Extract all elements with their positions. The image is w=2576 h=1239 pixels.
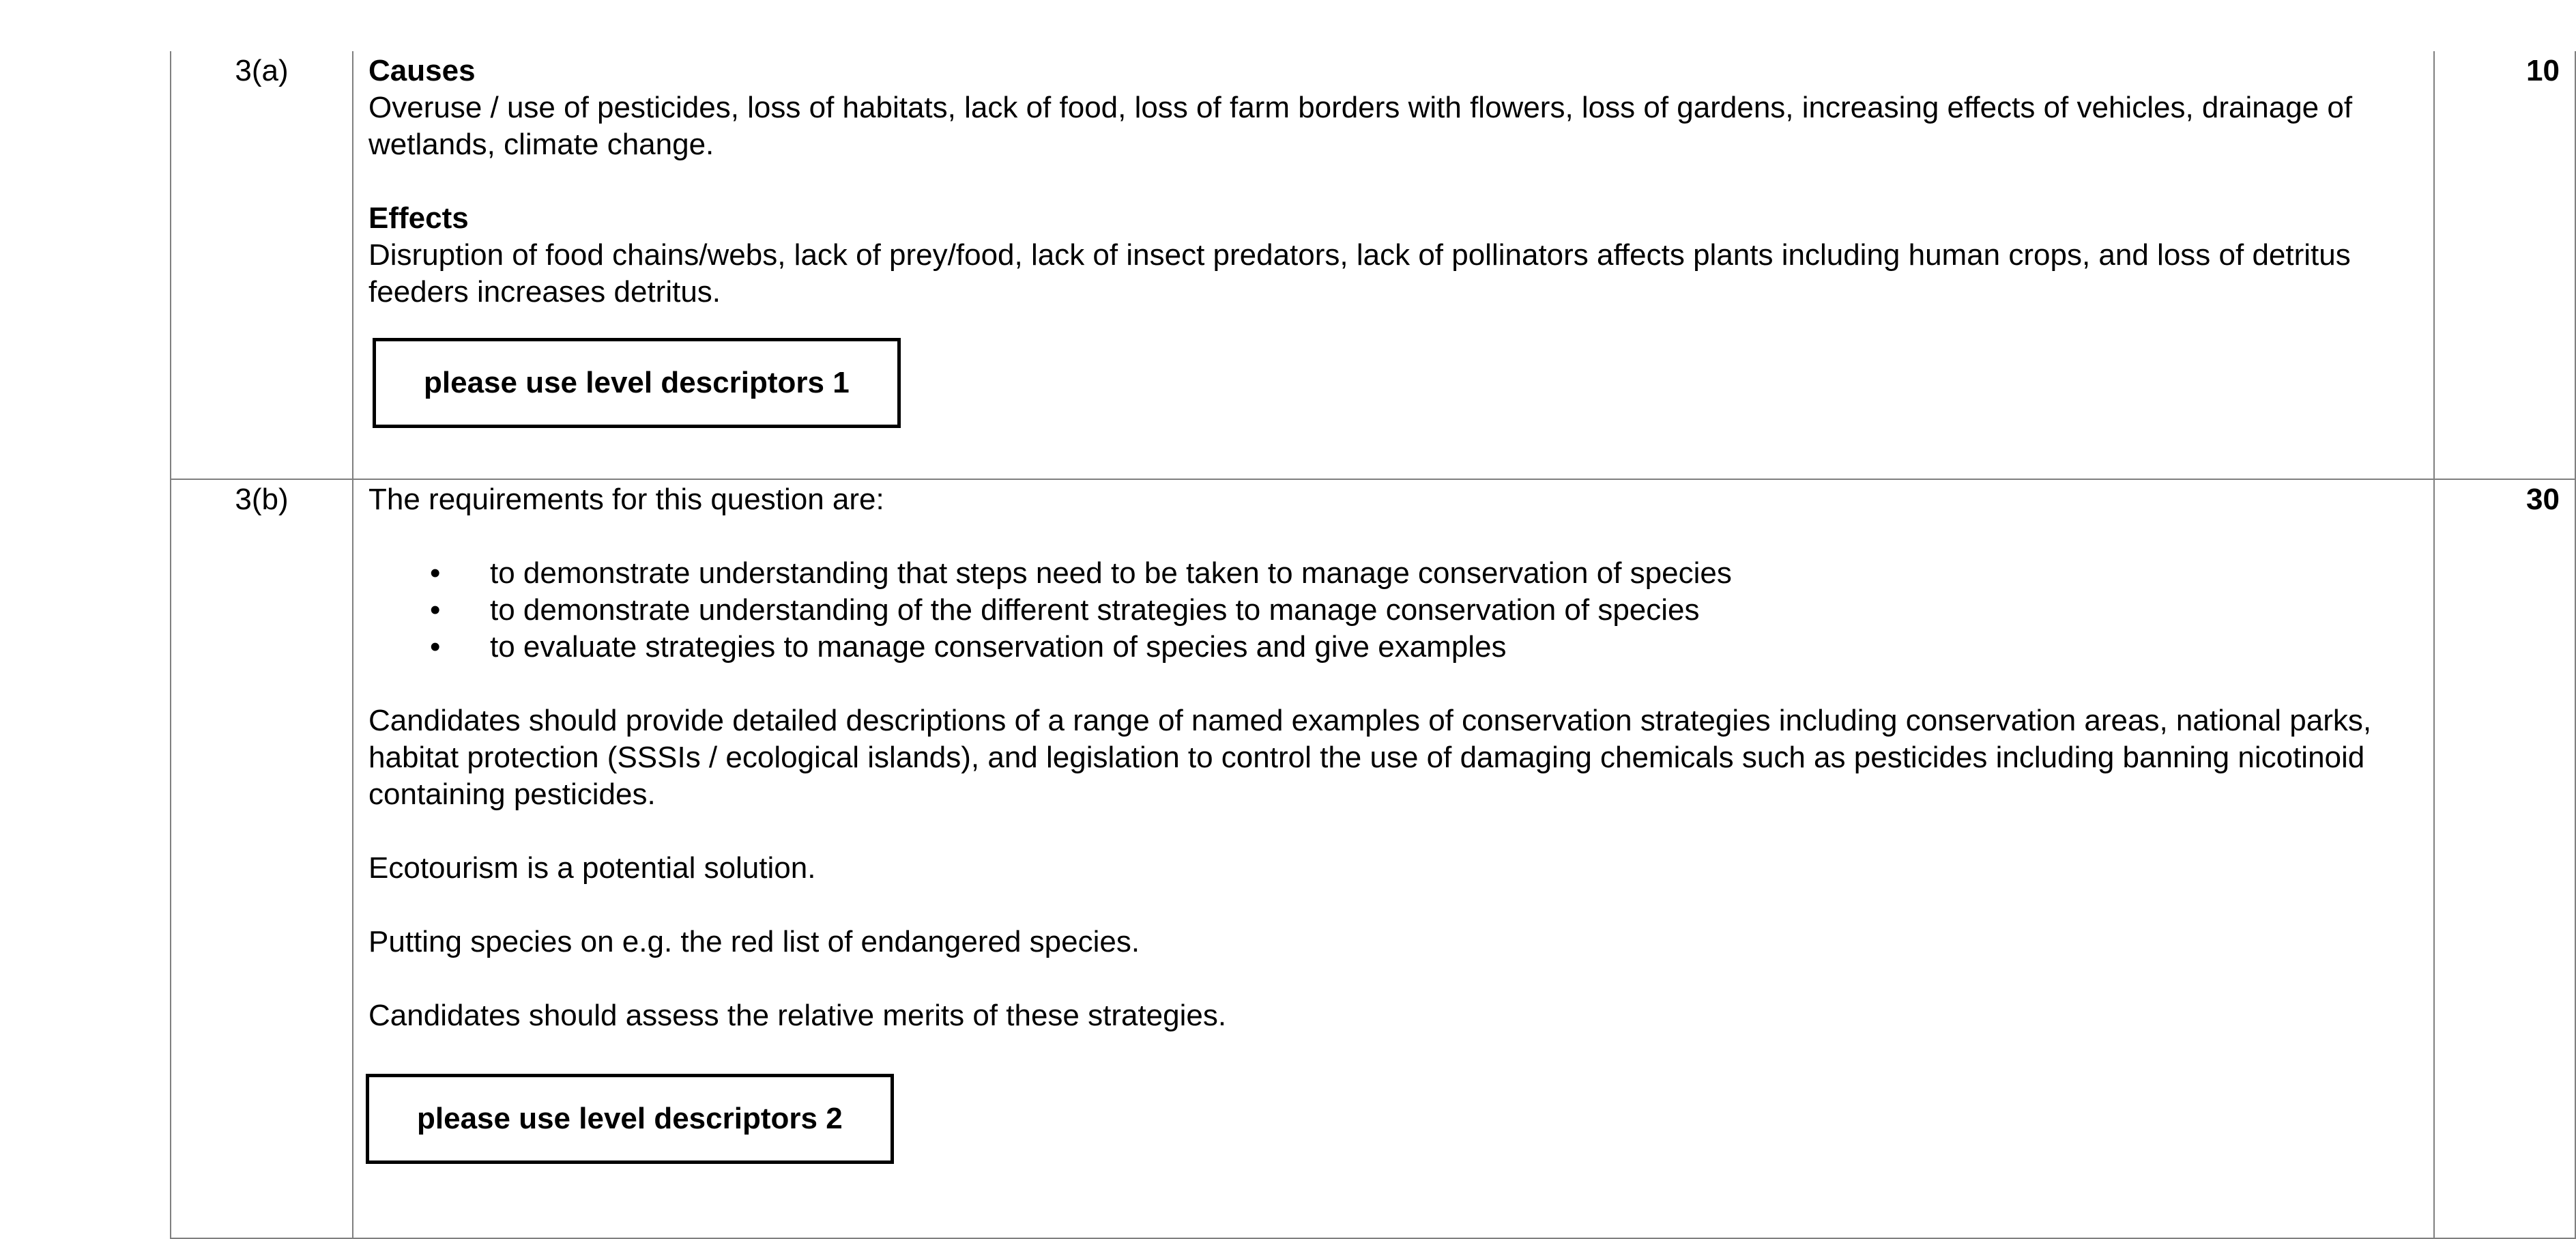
- bullet-icon: •: [430, 630, 441, 664]
- ecotourism-paragraph: Ecotourism is a potential solution.: [368, 851, 816, 885]
- requirement-text: to demonstrate understanding that steps need to be taken to manage conservation of species: [490, 556, 1732, 590]
- table-row-3a: [171, 51, 2575, 479]
- strategies-paragraph: Candidates should provide detailed descriptions of a range of named examples of conservation strategies including conservation areas, national parks, habitat protection (SSSIs / ecological islands), and legislation to control the use of damaging chemicals such as pesticides including banning nicotinoid containing pesticides.: [368, 704, 2372, 811]
- red-list-paragraph: Putting species on e.g. the red list of endangered species.: [368, 925, 1140, 958]
- bullet-icon: •: [430, 593, 441, 627]
- marks-value: 30: [2434, 479, 2575, 1238]
- marks-value: 10: [2434, 51, 2575, 479]
- question-number: 3(a): [171, 51, 353, 479]
- level-descriptors-note: please use level descriptors 2: [366, 1074, 894, 1164]
- requirement-text: to demonstrate understanding of the different strategies to manage conservation of species: [490, 593, 1700, 627]
- list-item: [368, 629, 2418, 666]
- list-item: [368, 555, 2418, 592]
- causes-heading: Causes: [368, 54, 476, 87]
- requirements-list: [368, 555, 2418, 666]
- causes-text: Overuse / use of pesticides, loss of habitats, lack of food, loss of farm borders with flowers, loss of gardens, increasing effects of vehicles, drainage of wetlands, climate change.: [368, 91, 2353, 161]
- assessment-paragraph: Candidates should assess the relative merits of these strategies.: [368, 999, 1227, 1032]
- requirement-text: to evaluate strategies to manage conservation of species and give examples: [490, 630, 1507, 664]
- effects-heading: Effects: [368, 201, 469, 235]
- answer-cell: [353, 51, 2434, 479]
- effects-text: Disruption of food chains/webs, lack of prey/food, lack of insect predators, lack of pollinators affects plants including human crops, and loss of detritus feeders increases detritus.: [368, 238, 2351, 309]
- answer-cell: [353, 479, 2434, 1238]
- bullet-icon: •: [430, 556, 441, 590]
- question-number: 3(b): [171, 479, 353, 1238]
- mark-scheme-table: [170, 51, 2576, 1239]
- list-item: [368, 592, 2418, 629]
- level-descriptors-note: please use level descriptors 1: [373, 338, 901, 428]
- table-row-3b: [171, 479, 2575, 1238]
- requirements-intro: The requirements for this question are:: [368, 483, 884, 516]
